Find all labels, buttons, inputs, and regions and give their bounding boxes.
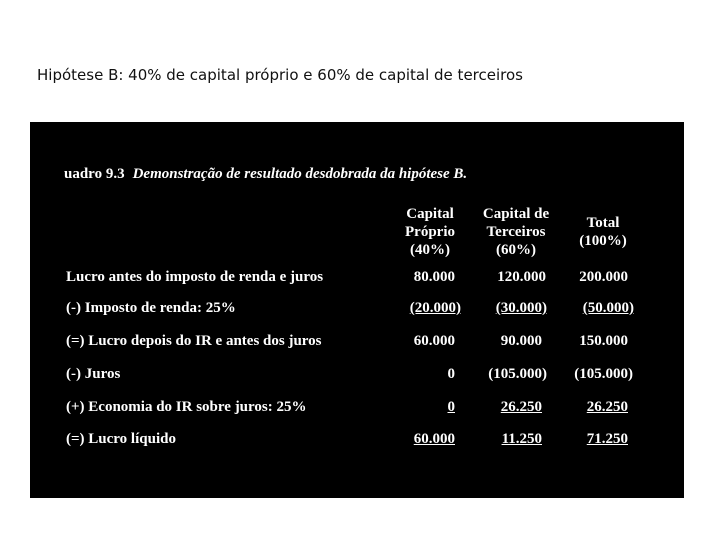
cell-r5-c1: 0 [447, 399, 455, 415]
cell-r4-c1: 0 [447, 366, 455, 382]
cell-r2-c3: (50.000) [582, 300, 634, 316]
cell-r4-c3: (105.000) [574, 366, 633, 382]
row-label-economia-ir: (+) Economia do IR sobre juros: 25% [66, 399, 307, 415]
cell-r6-c2: 11.250 [501, 431, 542, 447]
cell-r5-c3: 26.250 [586, 399, 628, 415]
cell-r6-c1: 60.000 [413, 431, 455, 447]
column-header-capital-terceiros: Capital de Terceiros (60%) [482, 206, 550, 258]
cell-r2-c1: (20.000) [409, 300, 461, 316]
cell-r1-c3: 200.000 [579, 269, 628, 285]
row-label-lucro-liquido: (=) Lucro líquido [66, 431, 176, 447]
cell-r5-c2: 26.250 [500, 399, 542, 415]
caption-number: uadro 9.3 [64, 166, 125, 182]
row-label-imposto-renda: (-) Imposto de renda: 25% [66, 300, 236, 316]
cell-r3-c1: 60.000 [413, 333, 455, 349]
column-header-total: Total (100%) [579, 215, 627, 249]
cell-r1-c2: 120.000 [497, 269, 546, 285]
caption-title: Demonstração de resultado desdobrada da hipótese B. [132, 166, 468, 182]
column-header-capital-proprio: Capital Próprio (40%) [405, 206, 455, 258]
table-caption [64, 166, 467, 183]
cell-r6-c3: 71.250 [586, 431, 628, 447]
cell-r3-c2: 90.000 [500, 333, 542, 349]
cell-r1-c1: 80.000 [413, 269, 455, 285]
table-image [30, 122, 684, 498]
cell-r3-c3: 150.000 [579, 333, 628, 349]
row-label-lucro-depois-ir: (=) Lucro depois do IR e antes dos juros [66, 333, 322, 349]
slide-heading: Hipótese B: 40% de capital próprio e 60% de capital de terceiros [37, 66, 523, 84]
row-label-lucro-antes-ir: Lucro antes do imposto de renda e juros [66, 269, 324, 285]
row-label-juros: (-) Juros [66, 366, 121, 382]
cell-r4-c2: (105.000) [488, 366, 547, 382]
cell-r2-c2: (30.000) [495, 300, 547, 316]
